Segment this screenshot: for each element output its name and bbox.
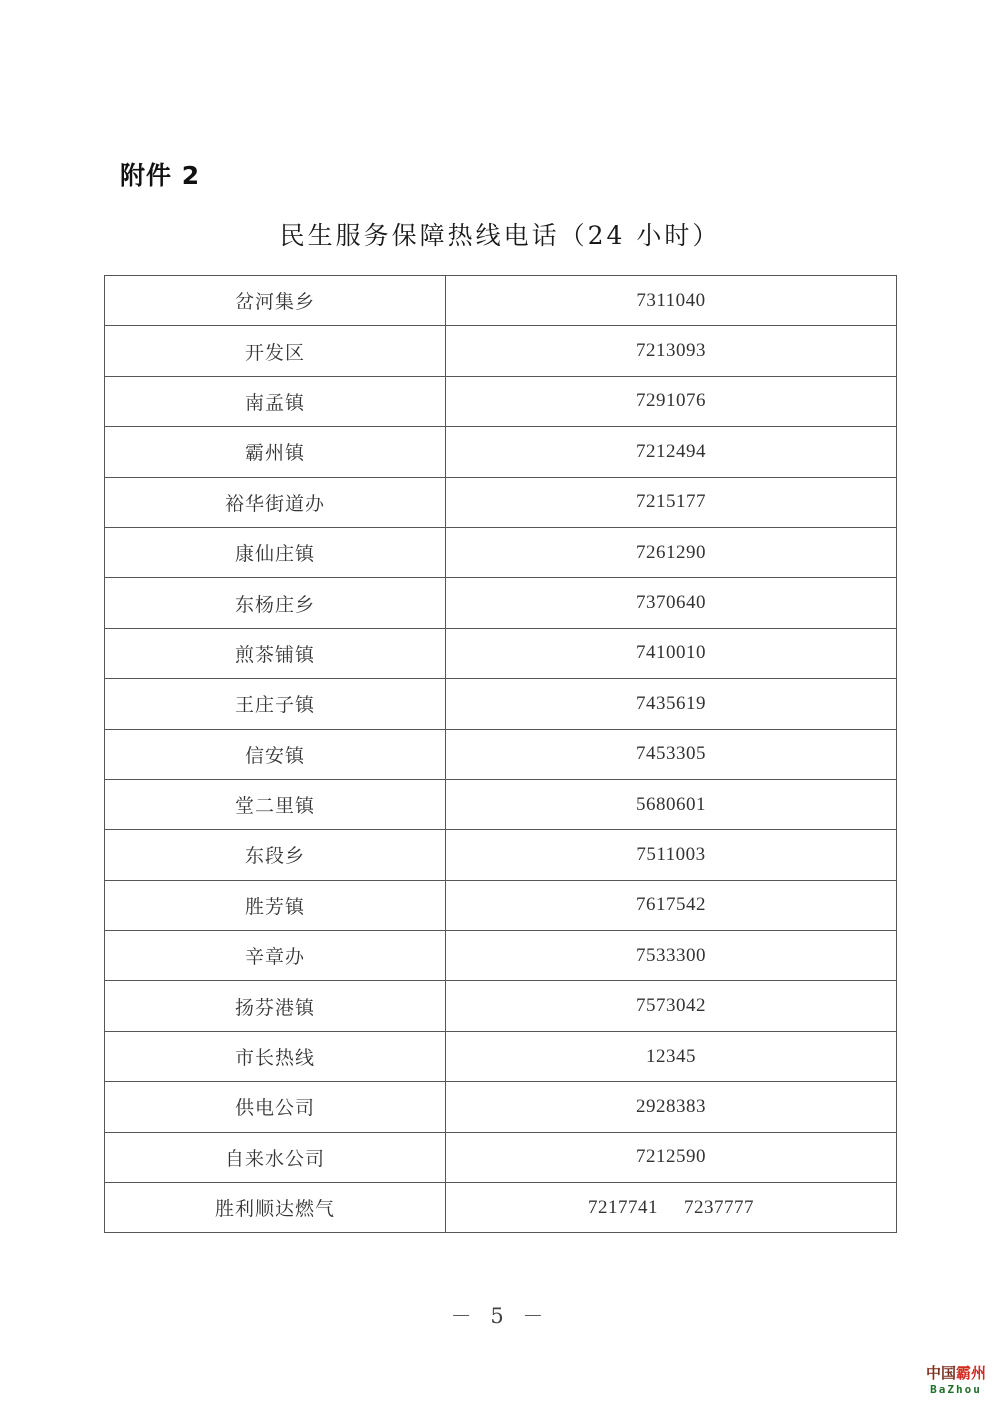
unit-name-cell: 东段乡	[105, 830, 446, 880]
phone-number: 7435619	[636, 692, 706, 714]
table-row	[105, 931, 897, 981]
table-row	[105, 1132, 897, 1182]
phone-number: 7410010	[636, 642, 706, 664]
unit-name-cell: 胜利顺达燃气	[105, 1183, 446, 1233]
phone-cell	[446, 376, 897, 426]
unit-name-cell: 开发区	[105, 326, 446, 376]
table-row	[105, 1031, 897, 1081]
phone-number: 5680601	[636, 793, 706, 815]
logo-text-bazhou: 霸州	[955, 1364, 986, 1382]
phone-number: 7217741	[588, 1196, 658, 1218]
phone-number: 7215177	[636, 491, 706, 513]
unit-name-cell: 信安镇	[105, 729, 446, 779]
phone-cell	[446, 981, 897, 1031]
phone-cell	[446, 679, 897, 729]
table-row	[105, 729, 897, 779]
table-row	[105, 1183, 897, 1233]
logo-chinese-text	[926, 1366, 986, 1381]
table-row	[105, 830, 897, 880]
unit-name-cell: 胜芳镇	[105, 880, 446, 930]
table-row	[105, 477, 897, 527]
phone-number: 7311040	[636, 289, 706, 311]
table-row	[105, 1082, 897, 1132]
logo-english-text: BaZhou	[930, 1383, 982, 1396]
phone-cell	[446, 477, 897, 527]
phone-number: 7212494	[636, 440, 706, 462]
phone-cell	[446, 578, 897, 628]
table-row	[105, 779, 897, 829]
phone-number: 12345	[646, 1045, 696, 1067]
phone-cell	[446, 931, 897, 981]
phone-number: 7213093	[636, 340, 706, 362]
table-row	[105, 276, 897, 326]
unit-name-cell: 霸州镇	[105, 427, 446, 477]
unit-name-cell: 供电公司	[105, 1082, 446, 1132]
phone-cell	[446, 427, 897, 477]
phone-number: 7573042	[636, 995, 706, 1017]
table-row	[105, 981, 897, 1031]
bazhou-logo	[926, 1366, 986, 1395]
phone-cell	[446, 326, 897, 376]
phone-number: 7212590	[636, 1146, 706, 1168]
phone-cell	[446, 779, 897, 829]
phone-number: 2928383	[636, 1095, 706, 1117]
unit-name-cell: 岔河集乡	[105, 276, 446, 326]
phone-number: 7261290	[636, 541, 706, 563]
hotline-table-body	[105, 276, 897, 1233]
table-row	[105, 880, 897, 930]
unit-name-cell: 康仙庄镇	[105, 527, 446, 577]
table-row	[105, 527, 897, 577]
phone-cell	[446, 1082, 897, 1132]
unit-name-cell: 南孟镇	[105, 376, 446, 426]
logo-text-zhongguo: 中国	[925, 1364, 956, 1382]
phone-cell	[446, 1183, 897, 1233]
phone-number: 7453305	[636, 743, 706, 765]
phone-cell	[446, 527, 897, 577]
unit-name-cell: 市长热线	[105, 1031, 446, 1081]
phone-cell	[446, 628, 897, 678]
table-row	[105, 376, 897, 426]
phone-number: 7237777	[684, 1196, 754, 1218]
phone-cell	[446, 1031, 897, 1081]
phone-number: 7617542	[636, 894, 706, 916]
phone-cell	[446, 1132, 897, 1182]
unit-name-cell: 东杨庄乡	[105, 578, 446, 628]
page-number: － 5 －	[450, 1304, 550, 1328]
unit-name-cell: 扬芬港镇	[105, 981, 446, 1031]
unit-name-cell: 煎茶铺镇	[105, 628, 446, 678]
phone-cell	[446, 830, 897, 880]
unit-name-cell: 裕华街道办	[105, 477, 446, 527]
attachment-label: 附件 2	[120, 161, 201, 190]
table-row	[105, 578, 897, 628]
unit-name-cell: 王庄子镇	[105, 679, 446, 729]
phone-number: 7370640	[636, 592, 706, 614]
unit-name-cell: 辛章办	[105, 931, 446, 981]
phone-number: 7533300	[636, 944, 706, 966]
table-row	[105, 628, 897, 678]
phone-cell	[446, 880, 897, 930]
phone-cell	[446, 729, 897, 779]
table-row	[105, 427, 897, 477]
document-title: 民生服务保障热线电话（24 小时）	[279, 221, 721, 250]
table-row	[105, 326, 897, 376]
phone-number: 7291076	[636, 390, 706, 412]
unit-name-cell: 自来水公司	[105, 1132, 446, 1182]
phone-cell	[446, 276, 897, 326]
phone-number: 7511003	[636, 843, 706, 865]
hotline-table	[104, 275, 897, 1233]
table-row	[105, 679, 897, 729]
unit-name-cell: 堂二里镇	[105, 779, 446, 829]
